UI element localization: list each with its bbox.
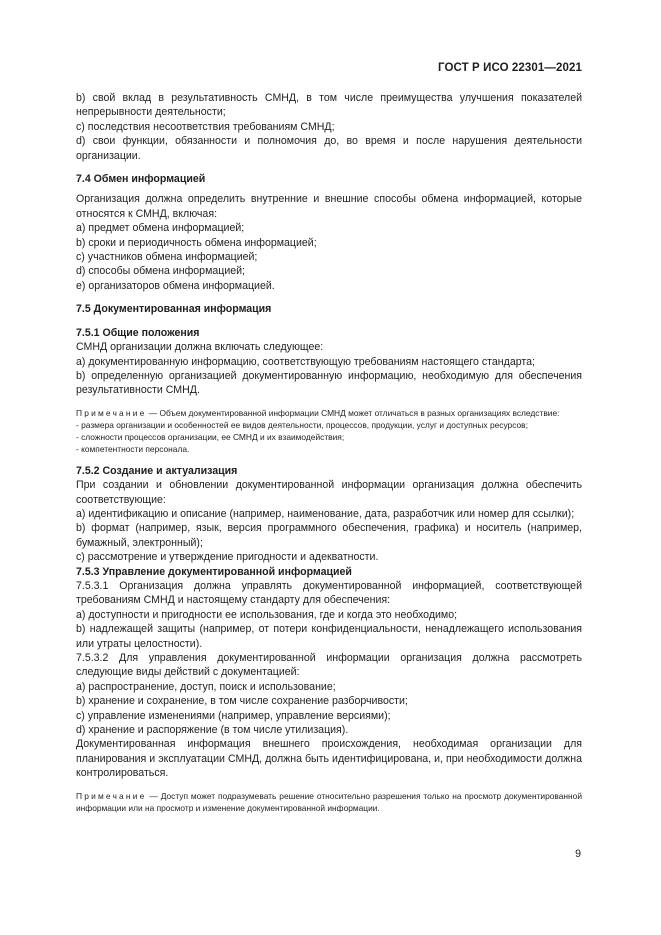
paragraph: 7.5.3.2 Для управления документированной информации организация должна рассмотреть следующие виды действий с документацией:	[76, 652, 582, 679]
list-item: a) распространение, доступ, поиск и использование;	[76, 680, 336, 693]
section-heading-7-5-3: 7.5.3 Управление документированной информацией	[76, 565, 352, 578]
section-heading-7-5-1: 7.5.1 Общие положения	[76, 326, 200, 339]
list-item: a) идентификацию и описание (например, наименование, дата, разработчик или номер для ссылки);	[76, 507, 575, 520]
document-code: ГОСТ Р ИСО 22301—2021	[437, 62, 582, 74]
list-item: b) определенную организацией документированную информацию, необходимую для обеспечения результативности СМНД.	[76, 369, 582, 397]
section-heading-7-4: 7.4 Обмен информацией	[76, 173, 206, 186]
paragraph: 7.5.3.1 Организация должна управлять документированной информацией, соответствующей требованиям СМНД и настоящему стандарту для обеспечения:	[76, 579, 582, 607]
paragraph: СМНД организации должна включать следующее:	[76, 341, 324, 354]
paragraph: Документированная информация внешнего происхождения, необходимая организации для планирования и эксплуатации СМНД, должна быть идентифицирована, и, при необходимости должна контролироваться.	[76, 738, 582, 780]
list-item: a) предмет обмена информацией;	[76, 222, 245, 235]
note-text: — Объем документированной информации СМНД может отличаться в разных организациях вследствие:	[146, 407, 560, 418]
note-label: Примечание	[76, 790, 147, 801]
list-item: a) документированную информацию, соответствующую требованиям настоящего стандарта;	[76, 355, 535, 368]
section-heading-7-5: 7.5 Документированная информация	[76, 303, 272, 316]
note-label: Примечание	[76, 407, 147, 418]
list-item: b) формат (например, язык, версия программного обеспечения, графика) и носитель (например, бумажный, электронный);	[76, 522, 582, 549]
note-item: - размера организации и особенностей ее видов деятельности, процессов, продукции, услуг и доступных ресурсов;	[76, 419, 528, 430]
list-item: c) рассмотрение и утверждение пригодности и адекватности.	[76, 551, 379, 564]
list-item: b) сроки и периодичность обмена информацией;	[76, 236, 317, 249]
list-item: b) надлежащей защиты (например, от потери конфиденциальности, ненадлежащего использования или утраты целостности).	[76, 623, 582, 650]
paragraph: При создании и обновлении документированной информации организация должна обеспечить соответствующие:	[76, 479, 582, 506]
list-item: d) свои функции, обязанности и полномочия до, во время и после нарушения деятельности организации.	[76, 135, 582, 162]
paragraph: Организация должна определить внутренние и внешние способы обмена информацией, которые относятся к СМНД, включая:	[76, 193, 582, 220]
list-item: b) хранение и сохранение, в том числе сохранение разборчивости;	[76, 695, 408, 708]
list-item: c) управление изменениями (например, управление версиями);	[76, 709, 391, 722]
list-item: d) способы обмена информацией;	[76, 265, 245, 278]
note-block	[76, 790, 582, 814]
list-item: e) организаторов обмена информацией.	[76, 279, 275, 292]
list-item: d) хранение и распоряжение (в том числе утилизация).	[76, 724, 349, 737]
note-item: - компетентности персонала.	[76, 443, 190, 454]
note-item: - сложности процессов организации, ее СМНД и их взаимодействия;	[76, 431, 345, 442]
list-item: c) участников обмена информацией;	[76, 251, 258, 264]
note-block	[76, 407, 582, 419]
page-number: 9	[575, 848, 581, 860]
list-item: b) свой вклад в результативность СМНД, в том числе преимущества улучшения показателей непрерывности деятельности;	[76, 92, 582, 119]
section-heading-7-5-2: 7.5.2 Создание и актуализация	[76, 464, 238, 477]
list-item: c) последствия несоответствия требованиям СМНД;	[76, 120, 335, 133]
note-text: — Доступ может подразумевать решение относительно разрешения только на просмотр документированной информации или на просмотр и изменение документированной информации.	[76, 790, 582, 813]
list-item: a) доступности и пригодности ее использования, где и когда это необходимо;	[76, 608, 458, 621]
page-content	[76, 91, 582, 814]
